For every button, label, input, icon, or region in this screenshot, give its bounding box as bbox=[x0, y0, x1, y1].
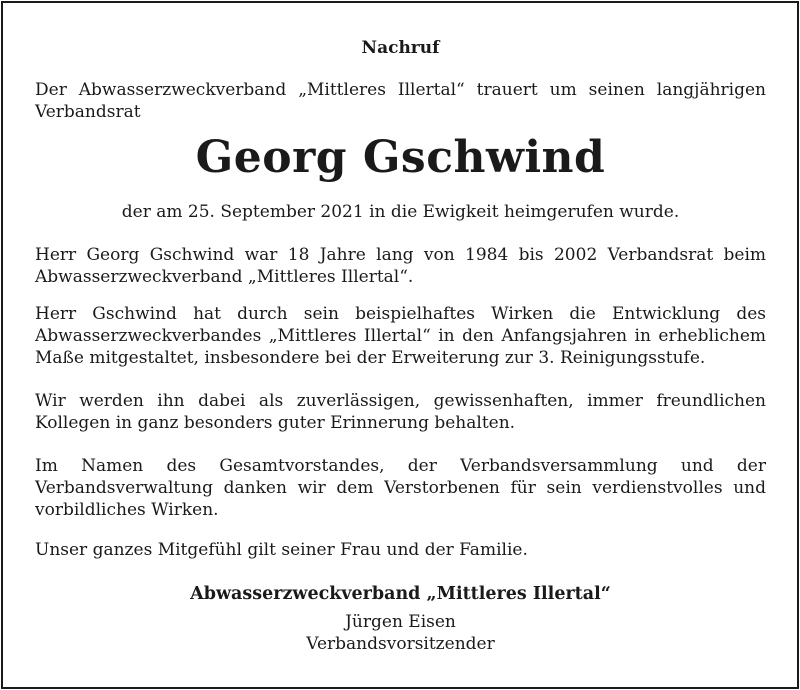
intro-line-1: Der Abwasserzweckverband „Mittleres Illertal“ trauert um seinen langjährigen bbox=[35, 80, 766, 100]
paragraph-achievements: Herr Gschwind hat durch sein beispielhaftes Wirken die Entwicklung des Abwasserzweckverbandes „Mittleres Illertal“ in den Anfangsjahren in erheblichem Maße mitgestaltet, insbesondere bei der Erweiterung zur 3. Reinigungsstufe. bbox=[35, 304, 766, 368]
paragraph-thanks: Im Namen des Gesamtvorstandes, der Verbandsversammlung und der Verbandsverwaltung danken wir dem Verstorbenen für sein verdienstvolles und vorbildliches Wirken. bbox=[35, 456, 766, 520]
intro-text bbox=[35, 79, 766, 123]
signature-organization: Abwasserzweckverband „Mittleres Illertal“ bbox=[190, 584, 611, 604]
signer-title: Verbandsvorsitzender bbox=[306, 634, 495, 654]
paragraph-tenure: Herr Georg Gschwind war 18 Jahre lang von 1984 bis 2002 Verbandsrat beim Abwasserzweckverband „Mittleres Illertal“. bbox=[35, 245, 766, 287]
intro-line-2: Verbandsrat bbox=[35, 102, 141, 122]
paragraph-remembrance: Wir werden ihn dabei als zuverlässigen, gewissenhaften, immer freundlichen Kollegen in ganz besonders guter Erinnerung behalten. bbox=[35, 391, 766, 433]
signer-name: Jürgen Eisen bbox=[345, 612, 456, 632]
death-date-line: der am 25. September 2021 in die Ewigkeit heimgerufen wurde. bbox=[121, 202, 680, 222]
deceased-name: Georg Gschwind bbox=[195, 132, 606, 183]
paragraph-condolences: Unser ganzes Mitgefühl gilt seiner Frau und der Familie. bbox=[35, 540, 528, 560]
notice-heading: Nachruf bbox=[361, 38, 440, 58]
